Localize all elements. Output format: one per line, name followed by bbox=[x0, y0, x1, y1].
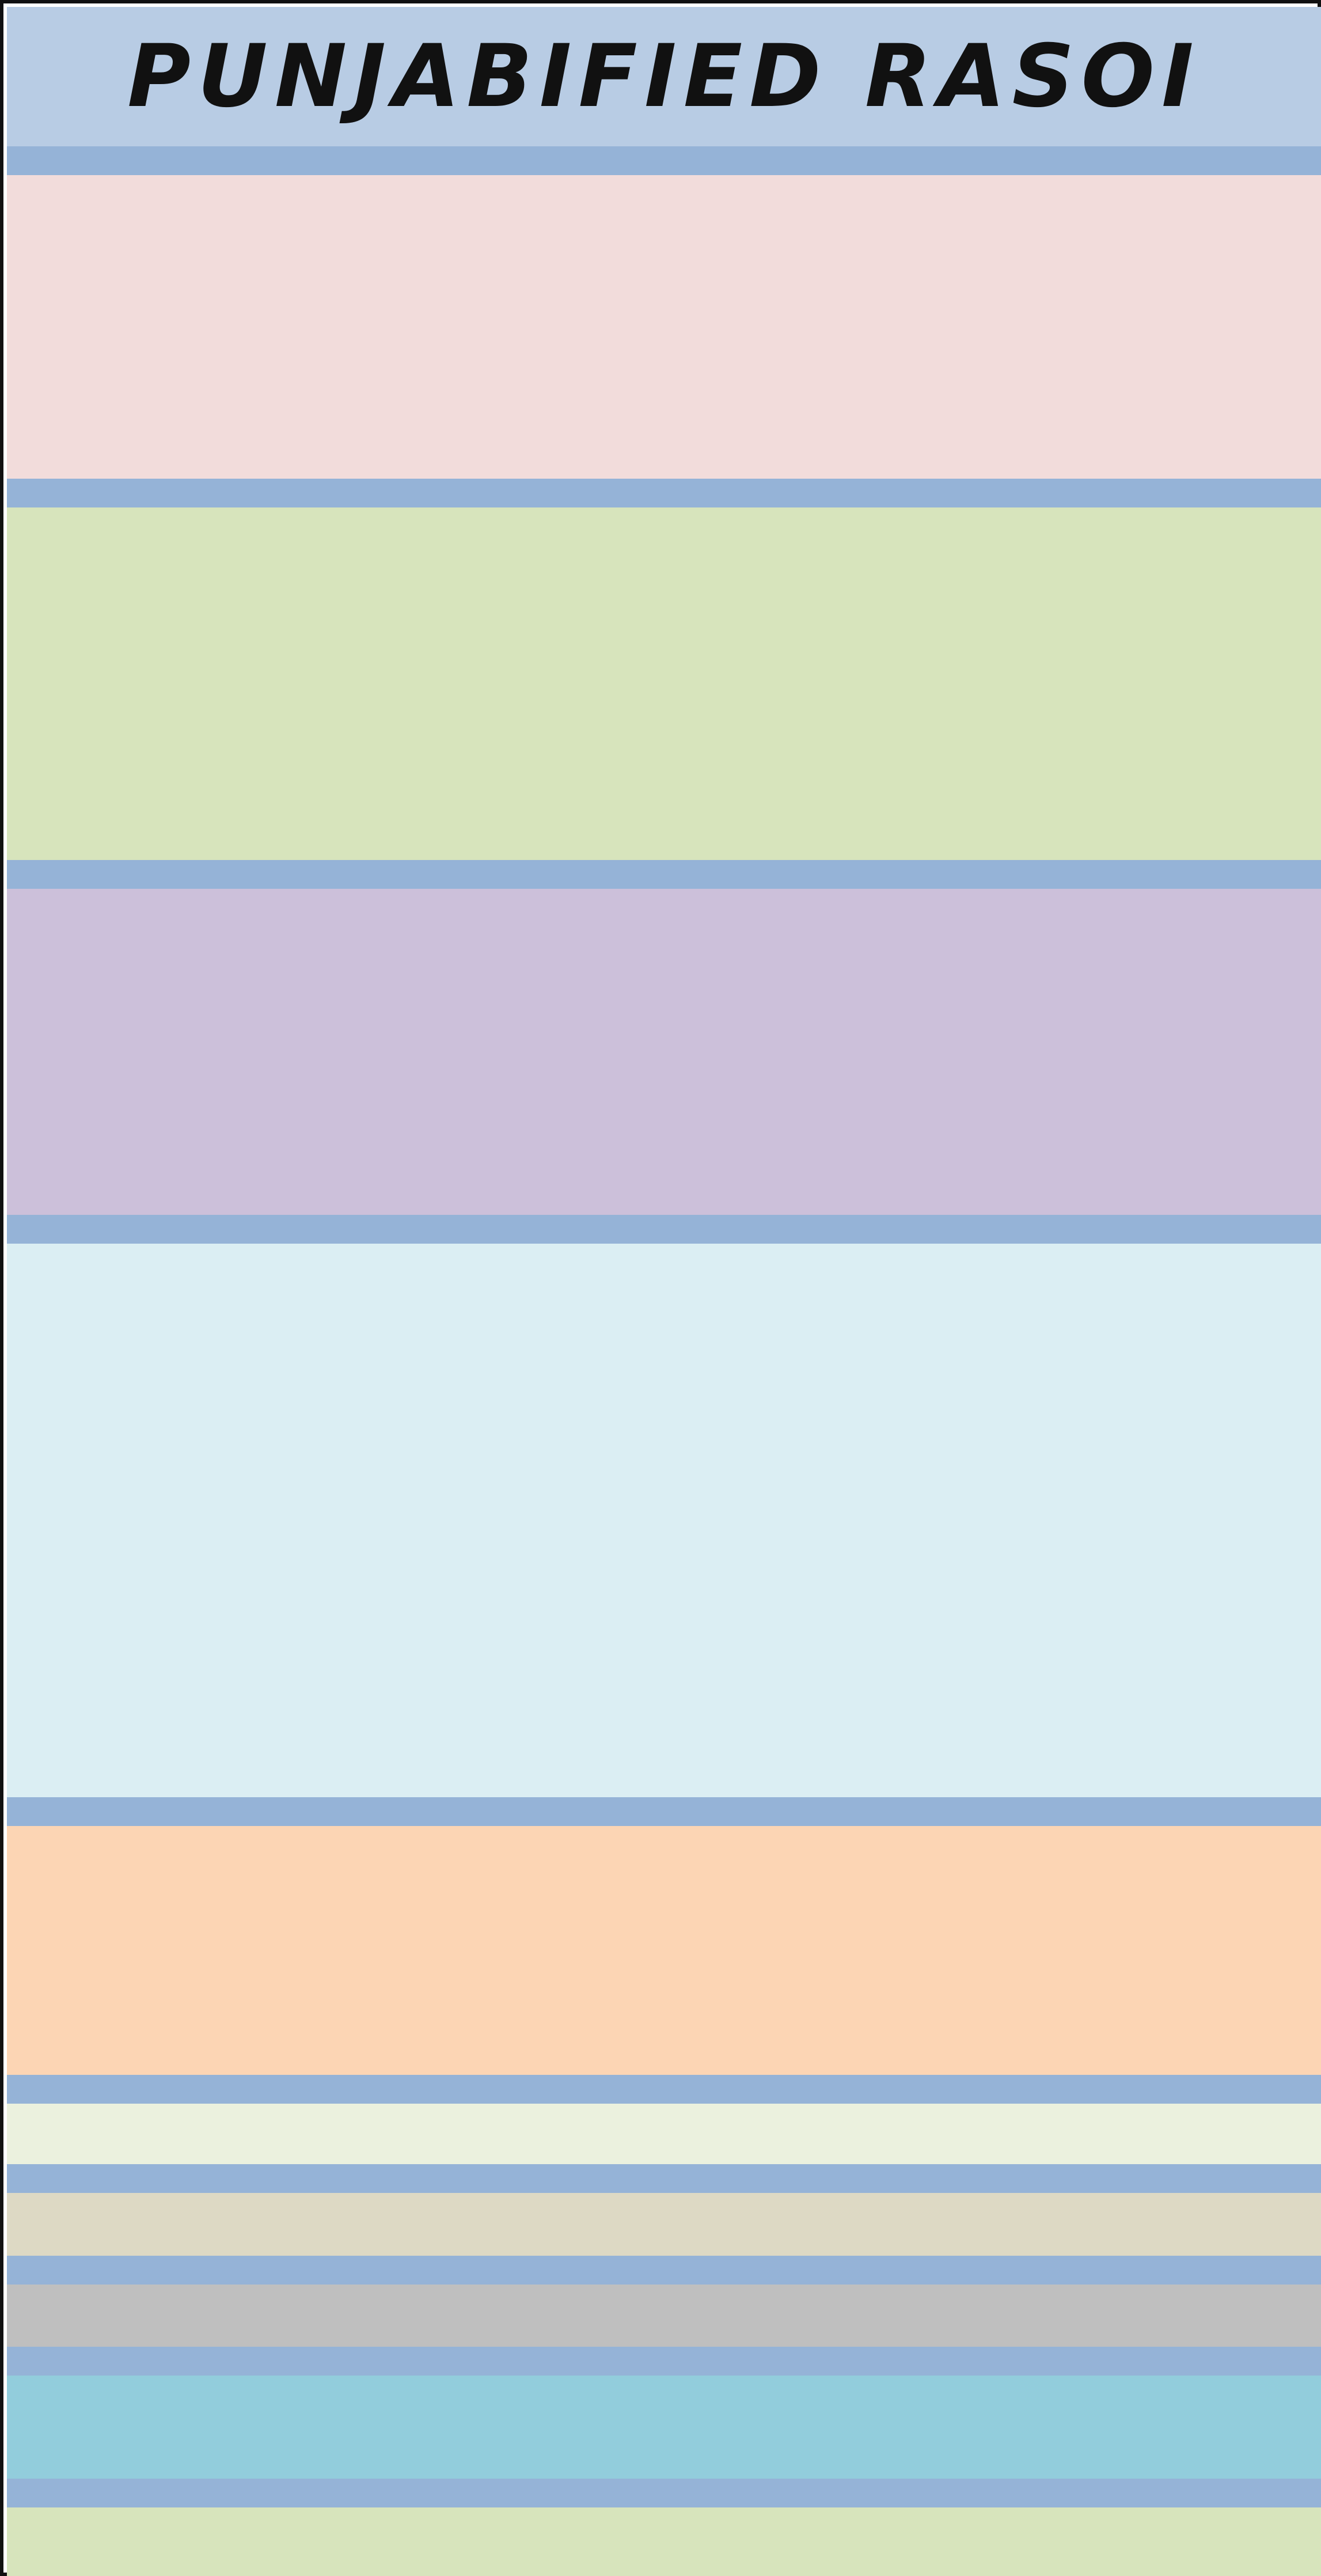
section-snacks bbox=[7, 2285, 272, 2347]
divider-band bbox=[7, 479, 1321, 507]
divider-band bbox=[7, 1215, 1321, 1244]
section-rice bbox=[7, 2104, 272, 2164]
section-prantha-combo bbox=[7, 889, 272, 1215]
divider-band bbox=[7, 1797, 1321, 1826]
section-lite bbox=[7, 2193, 272, 2256]
section-main-course bbox=[7, 175, 272, 479]
divider-band bbox=[7, 2164, 1321, 2193]
divider-band bbox=[7, 2479, 1321, 2507]
section-combos bbox=[7, 507, 272, 860]
divider-band bbox=[7, 860, 1321, 889]
section-breads bbox=[7, 1826, 272, 2075]
divider-band bbox=[7, 2075, 1321, 2104]
section-thalis bbox=[7, 1244, 272, 1797]
divider-band bbox=[7, 146, 1321, 175]
section-dessert bbox=[7, 2376, 272, 2479]
section-beverages bbox=[7, 2507, 272, 2576]
divider-band bbox=[7, 2256, 1321, 2285]
restaurant-title: PUNJABIFIED RASOI bbox=[127, 26, 1201, 127]
divider-band bbox=[7, 2347, 1321, 2376]
